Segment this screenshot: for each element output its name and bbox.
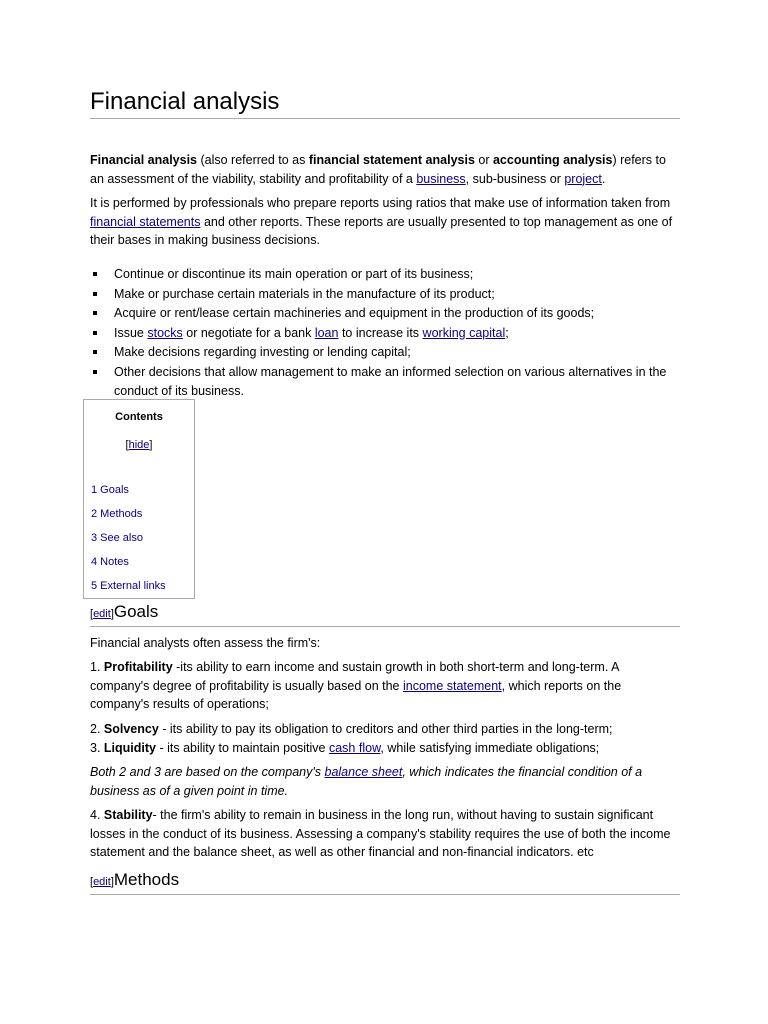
list-item: Acquire or rent/lease certain machineries and equipment in the production of its goods; <box>90 304 680 324</box>
toc-link-notes[interactable]: 4 Notes <box>91 556 129 568</box>
link-financial-statements[interactable]: financial statements <box>90 214 201 229</box>
toc-hide-link[interactable]: hide <box>128 439 150 451</box>
list-item: Continue or discontinue its main operation or part of its business; <box>90 265 680 285</box>
list-item: Issue stocks or negotiate for a bank loan to increase its working capital; <box>90 324 680 344</box>
goals-note: Both 2 and 3 are based on the company's balance sheet, which indicates the financial condition of a business as of a given point in time. <box>90 765 643 798</box>
link-loan[interactable]: loan <box>314 325 339 340</box>
bullet-icon <box>93 350 97 354</box>
bullet-icon <box>93 331 97 335</box>
list-item: Make or purchase certain materials in the manufacture of its product; <box>90 285 680 305</box>
bullet-icon <box>93 370 97 374</box>
toc-item-methods <box>91 502 166 526</box>
section-heading-methods: [edit]Methods <box>90 867 680 895</box>
page-title: Financial analysis <box>90 88 680 119</box>
goal-stability: 4. Stability- the firm's ability to remain in business in the long run, without having to sustain significant losses in the conduct of its business. Assessing a company's stability requires the use of both the income statement and the balance sheet, as well as other financial and non-financial indicators. etc <box>90 808 671 859</box>
toc-item-goals <box>91 478 166 502</box>
bullet-icon <box>93 311 97 315</box>
decision-list <box>90 265 680 402</box>
goals-intro: Financial analysts often assess the firm's: <box>90 636 321 650</box>
bullet-icon <box>93 272 97 276</box>
toc-title: Contents <box>115 411 163 423</box>
alt-term-bold: financial statement analysis <box>308 153 475 167</box>
link-cash-flow[interactable]: cash flow <box>328 740 381 755</box>
toc-toggle: [hide] <box>125 439 153 451</box>
toc-link-goals[interactable]: 1 Goals <box>91 484 129 496</box>
toc-item-external-links <box>91 574 166 598</box>
list-item: Make decisions regarding investing or lending capital; <box>90 343 680 363</box>
toc-link-methods[interactable]: 2 Methods <box>91 508 143 520</box>
term-bold: Financial analysis <box>90 153 197 167</box>
section-heading-goals: [edit]Goals <box>90 599 680 627</box>
section-title-methods: Methods <box>113 870 180 889</box>
intro-paragraph: Financial analysis (also referred to as financial statement analysis or accounting analysis) refers to an assessment of the viability, stability and profitability of a business, sub-business or project. <box>90 153 666 186</box>
link-business[interactable]: business <box>416 171 466 186</box>
toc-item-notes <box>91 550 166 574</box>
goal-solvency-liquidity: 2. Solvency - its ability to pay its obligation to creditors and other third parties in the long-term; 3. Liquidity - its ability to maintain positive cash flow, while satisfying immediate obligations; <box>90 722 613 755</box>
table-of-contents <box>83 399 195 599</box>
link-balance-sheet[interactable]: balance sheet <box>324 765 403 779</box>
toc-link-see-also[interactable]: 3 See also <box>91 532 143 544</box>
goal-profitability: 1. Profitability -its ability to earn income and sustain growth in both short-term and long-term. A company's degree of profitability is usually based on the income statement, which reports on the company's results of operations; <box>90 660 622 711</box>
toc-link-external-links[interactable]: 5 External links <box>91 580 166 592</box>
alt-term-bold: accounting analysis <box>492 153 613 167</box>
link-income-statement[interactable]: income statement <box>402 678 502 693</box>
link-working-capital[interactable]: working capital <box>422 325 506 340</box>
edit-link-methods[interactable]: edit <box>93 876 111 888</box>
list-item: Other decisions that allow management to make an informed selection on various alternatives in the conduct of its business. <box>90 363 680 402</box>
edit-link-goals[interactable]: edit <box>93 608 111 620</box>
toc-list <box>91 478 166 598</box>
link-stocks[interactable]: stocks <box>147 325 183 340</box>
bullet-icon <box>93 292 97 296</box>
description-paragraph: It is performed by professionals who prepare reports using ratios that make use of information taken from financial statements and other reports. These reports are usually presented to top management as one of their bases in making business decisions. <box>90 196 673 247</box>
toc-item-see-also <box>91 526 166 550</box>
link-project[interactable]: project <box>564 171 602 186</box>
section-title-goals: Goals <box>113 602 159 621</box>
